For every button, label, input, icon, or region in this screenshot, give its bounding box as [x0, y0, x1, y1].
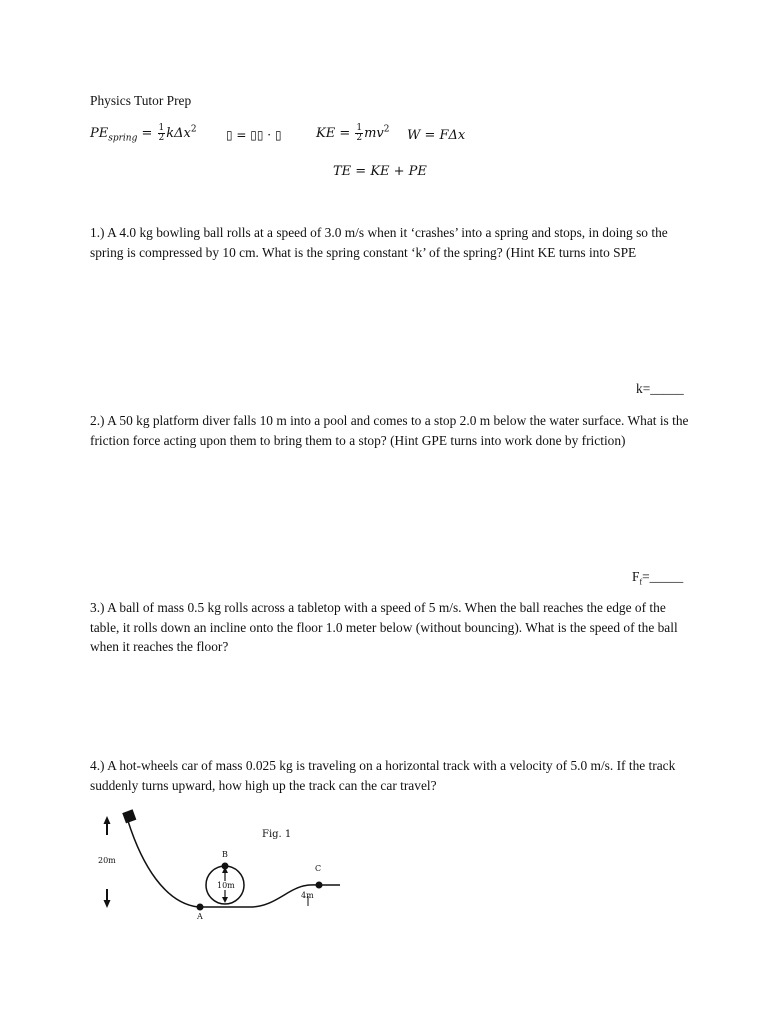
half-fraction: $\frac{1}{2}$ [158, 123, 165, 143]
answer-blank-friction [632, 569, 683, 587]
pe-exponent: 2 [190, 124, 197, 135]
label-10m: 10m [217, 881, 235, 890]
point-a-dot [197, 904, 204, 911]
question-3: 3.) A ball of mass 0.5 kg rolls across a tabletop with a speed of 5 m/s. When the ball reaches the edge of the table, it rolls down an incline onto the floor 1.0 meter below (without bouncing). What is the speed of the ball when it reaches the floor? [90, 600, 678, 654]
formula-work: W = FΔx [407, 128, 466, 143]
friction-subscript: f [639, 577, 643, 587]
point-b-dot [222, 863, 229, 870]
formula-total-energy: TE = KE + PE [333, 164, 427, 179]
question-2: 2.) A 50 kg platform diver falls 10 m into a pool and comes to a stop 2.0 m below the water surface. What is the friction force acting upon them to bring them to a stop? (Hint GPE turns into work done by friction) [90, 413, 689, 448]
ke-lhs: KE = [316, 126, 355, 141]
label-point-c: C [315, 864, 322, 873]
formula-garbled: ▯ = ▯▯ · ▯ [226, 128, 282, 142]
point-c-dot [316, 882, 323, 889]
track-svg [90, 805, 350, 925]
formula-spring-pe [90, 124, 197, 144]
pe-rhs: kΔx [166, 126, 191, 141]
friction-symbol: F [632, 569, 640, 584]
question-1: 1.) A 4.0 kg bowling ball rolls at a speed of 3.0 m/s when it ‘crashes’ into a spring and stops, in doing so the spring is compressed by 10 cm. What is the spring constant ‘k’ of the spring? (Hint KE turns into SPE [90, 225, 668, 260]
page-title: Physics Tutor Prep [90, 93, 192, 108]
formula-kinetic-energy [316, 124, 390, 143]
half-fraction-ke: $\frac{1}{2}$ [356, 123, 363, 143]
answer-blank-k: k=_____ [636, 381, 684, 396]
car-block [122, 809, 136, 823]
label-point-a: A [197, 912, 203, 921]
figure-track-diagram [90, 805, 350, 925]
label-4m: 4m [301, 891, 314, 900]
ke-rhs: mv [364, 126, 384, 141]
ke-exponent: 2 [383, 124, 390, 135]
pe-subscript: spring [108, 133, 138, 144]
friction-blank: =_____ [642, 569, 684, 584]
label-point-b: B [222, 850, 228, 859]
question-4: 4.) A hot-wheels car of mass 0.025 kg is traveling on a horizontal track with a velocity of 5.0 m/s. If the track suddenly turns upward, how high up the track can the car travel? [90, 758, 676, 793]
height-arrow-down [104, 900, 111, 908]
label-20m: 20m [98, 856, 116, 865]
figure-caption: Fig. 1 [262, 829, 292, 840]
equals: = [137, 126, 157, 141]
loop-arrow-down [222, 897, 228, 903]
height-arrow-up [104, 816, 111, 824]
pe-symbol: PE [90, 126, 109, 141]
